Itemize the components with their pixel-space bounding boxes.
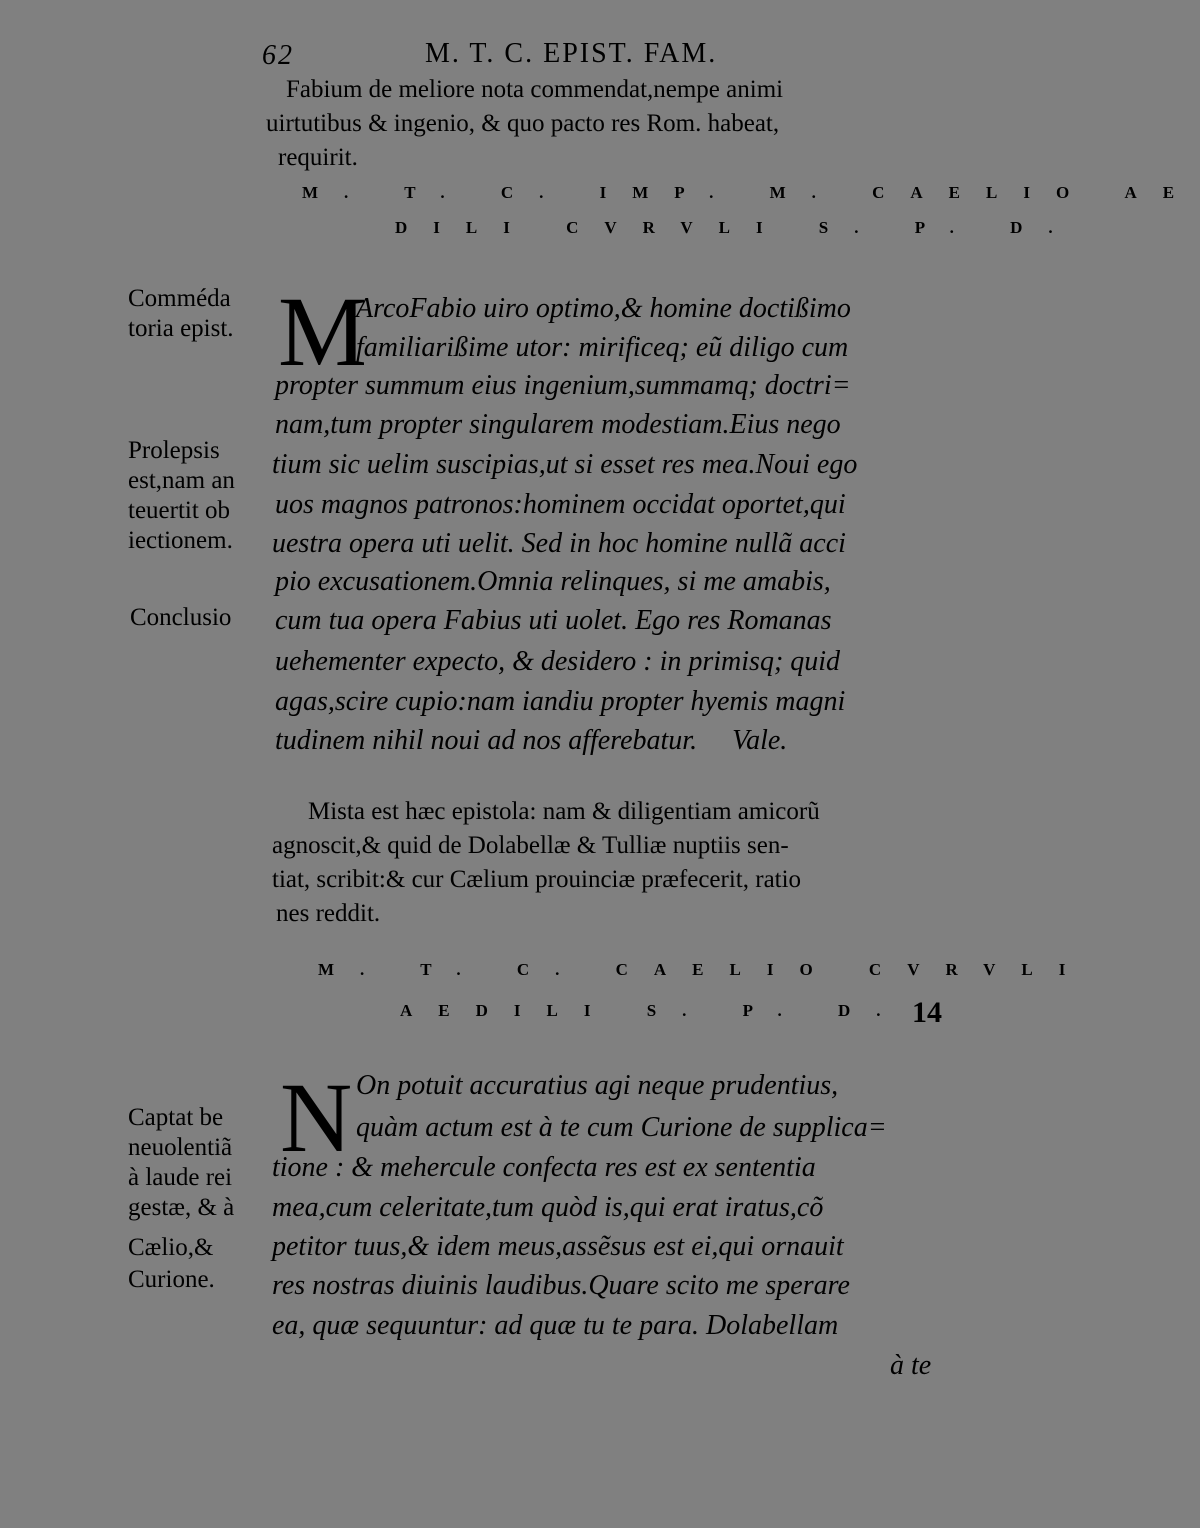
margin-note-line: teuertit ob <box>128 497 231 524</box>
letter-line: propter summum eius ingenium,summamq; doctri= <box>275 370 851 401</box>
letter-line: ArcoFabio uiro optimo,& homine doctißimo <box>356 293 851 324</box>
page-number: 62 <box>262 40 294 71</box>
letter-line: mea,cum celeritate,tum quòd is,qui erat iratus,cõ <box>272 1192 824 1223</box>
letter-line: cum tua opera Fabius uti uolet. Ego res Romanas <box>275 605 832 636</box>
argument-line: uirtutibus & ingenio, & quo pacto res Rom. habeat, <box>266 110 780 137</box>
letter-line: quàm actum est à te cum Curione de supplica= <box>356 1112 887 1143</box>
argument-line: requirit. <box>278 144 358 171</box>
catchword: à te <box>890 1350 932 1381</box>
salutation-line: AEDILI S. P. D. <box>400 1001 907 1020</box>
letter-line: tione : & mehercule confecta res est ex sententia <box>272 1152 816 1183</box>
letter-line: familiarißime utor: mirificeq; eũ diligo cum <box>356 332 849 363</box>
letter-line: ea, quæ sequuntur: ad quæ tu te para. Dolabellam <box>272 1310 839 1341</box>
letter-line: uestra opera uti uelit. Sed in hoc homine nullã acci <box>272 528 846 559</box>
margin-note-line: neuolentiã <box>128 1134 233 1161</box>
letter-line: nam,tum propter singularem modestiam.Eius nego <box>275 409 841 440</box>
argument-line: Mista est hæc epistola: nam & diligentiam amicorũ <box>308 798 820 825</box>
letter-line: agas,scire cupio:nam iandiu propter hyemis magni <box>275 686 846 717</box>
margin-note-line: Comméda <box>128 285 231 312</box>
margin-note-line: Conclusio <box>130 604 232 631</box>
letter-line: On potuit accuratius agi neque prudentius, <box>356 1070 839 1101</box>
letter-line: uos magnos patronos:hominem occidat oportet,qui <box>275 489 846 520</box>
margin-note-line: à laude rei <box>128 1164 233 1191</box>
margin-note-line: gestæ, & à <box>128 1194 235 1221</box>
salutation-line: M. T. C. CAELIO CVRVLI <box>318 960 1092 979</box>
letter-line: tium sic uelim suscipias,ut si esset res mea.Noui ego <box>272 449 858 480</box>
argument-line: tiat, scribit:& cur Cælium prouinciæ præfecerit, ratio <box>272 866 802 893</box>
argument-line: agnoscit,& quid de Dolabellæ & Tulliæ nuptiis sen- <box>272 832 789 859</box>
margin-note-line: Curione. <box>128 1266 215 1293</box>
letter-line: res nostras diuinis laudibus.Quare scito me sperare <box>272 1270 850 1301</box>
letter-line: pio excusationem.Omnia relinques, si me amabis, <box>275 566 831 597</box>
salutation-line: M. T. C. IMP. M. CAELIO AE <box>302 183 1200 202</box>
margin-note-line: toria epist. <box>128 315 234 342</box>
margin-note-line: Prolepsis <box>128 437 220 464</box>
letter-line: uehementer expecto, & desidero : in primisq; quid <box>275 646 841 677</box>
margin-note-line: Captat be <box>128 1104 224 1131</box>
margin-note-line: Cælio,& <box>128 1234 214 1261</box>
margin-note-line: est,nam an <box>128 467 235 494</box>
drop-cap: N <box>280 1062 353 1173</box>
argument-line: Fabium de meliore nota commendat,nempe animi <box>286 76 784 103</box>
margin-note-line: iectionem. <box>128 527 233 554</box>
letter-line: petitor tuus,& idem meus,assẽsus est ei,qui ornauit <box>272 1231 844 1262</box>
drop-cap: M <box>278 276 367 387</box>
letter-number: 14 <box>912 996 942 1029</box>
argument-line: nes reddit. <box>276 900 381 927</box>
running-title: M. T. C. EPIST. FAM. <box>425 38 718 69</box>
salutation-line: DILI CVRVLI S. P. D. <box>395 218 1079 237</box>
letter-line: tudinem nihil noui ad nos afferebatur. Vale. <box>275 725 788 756</box>
